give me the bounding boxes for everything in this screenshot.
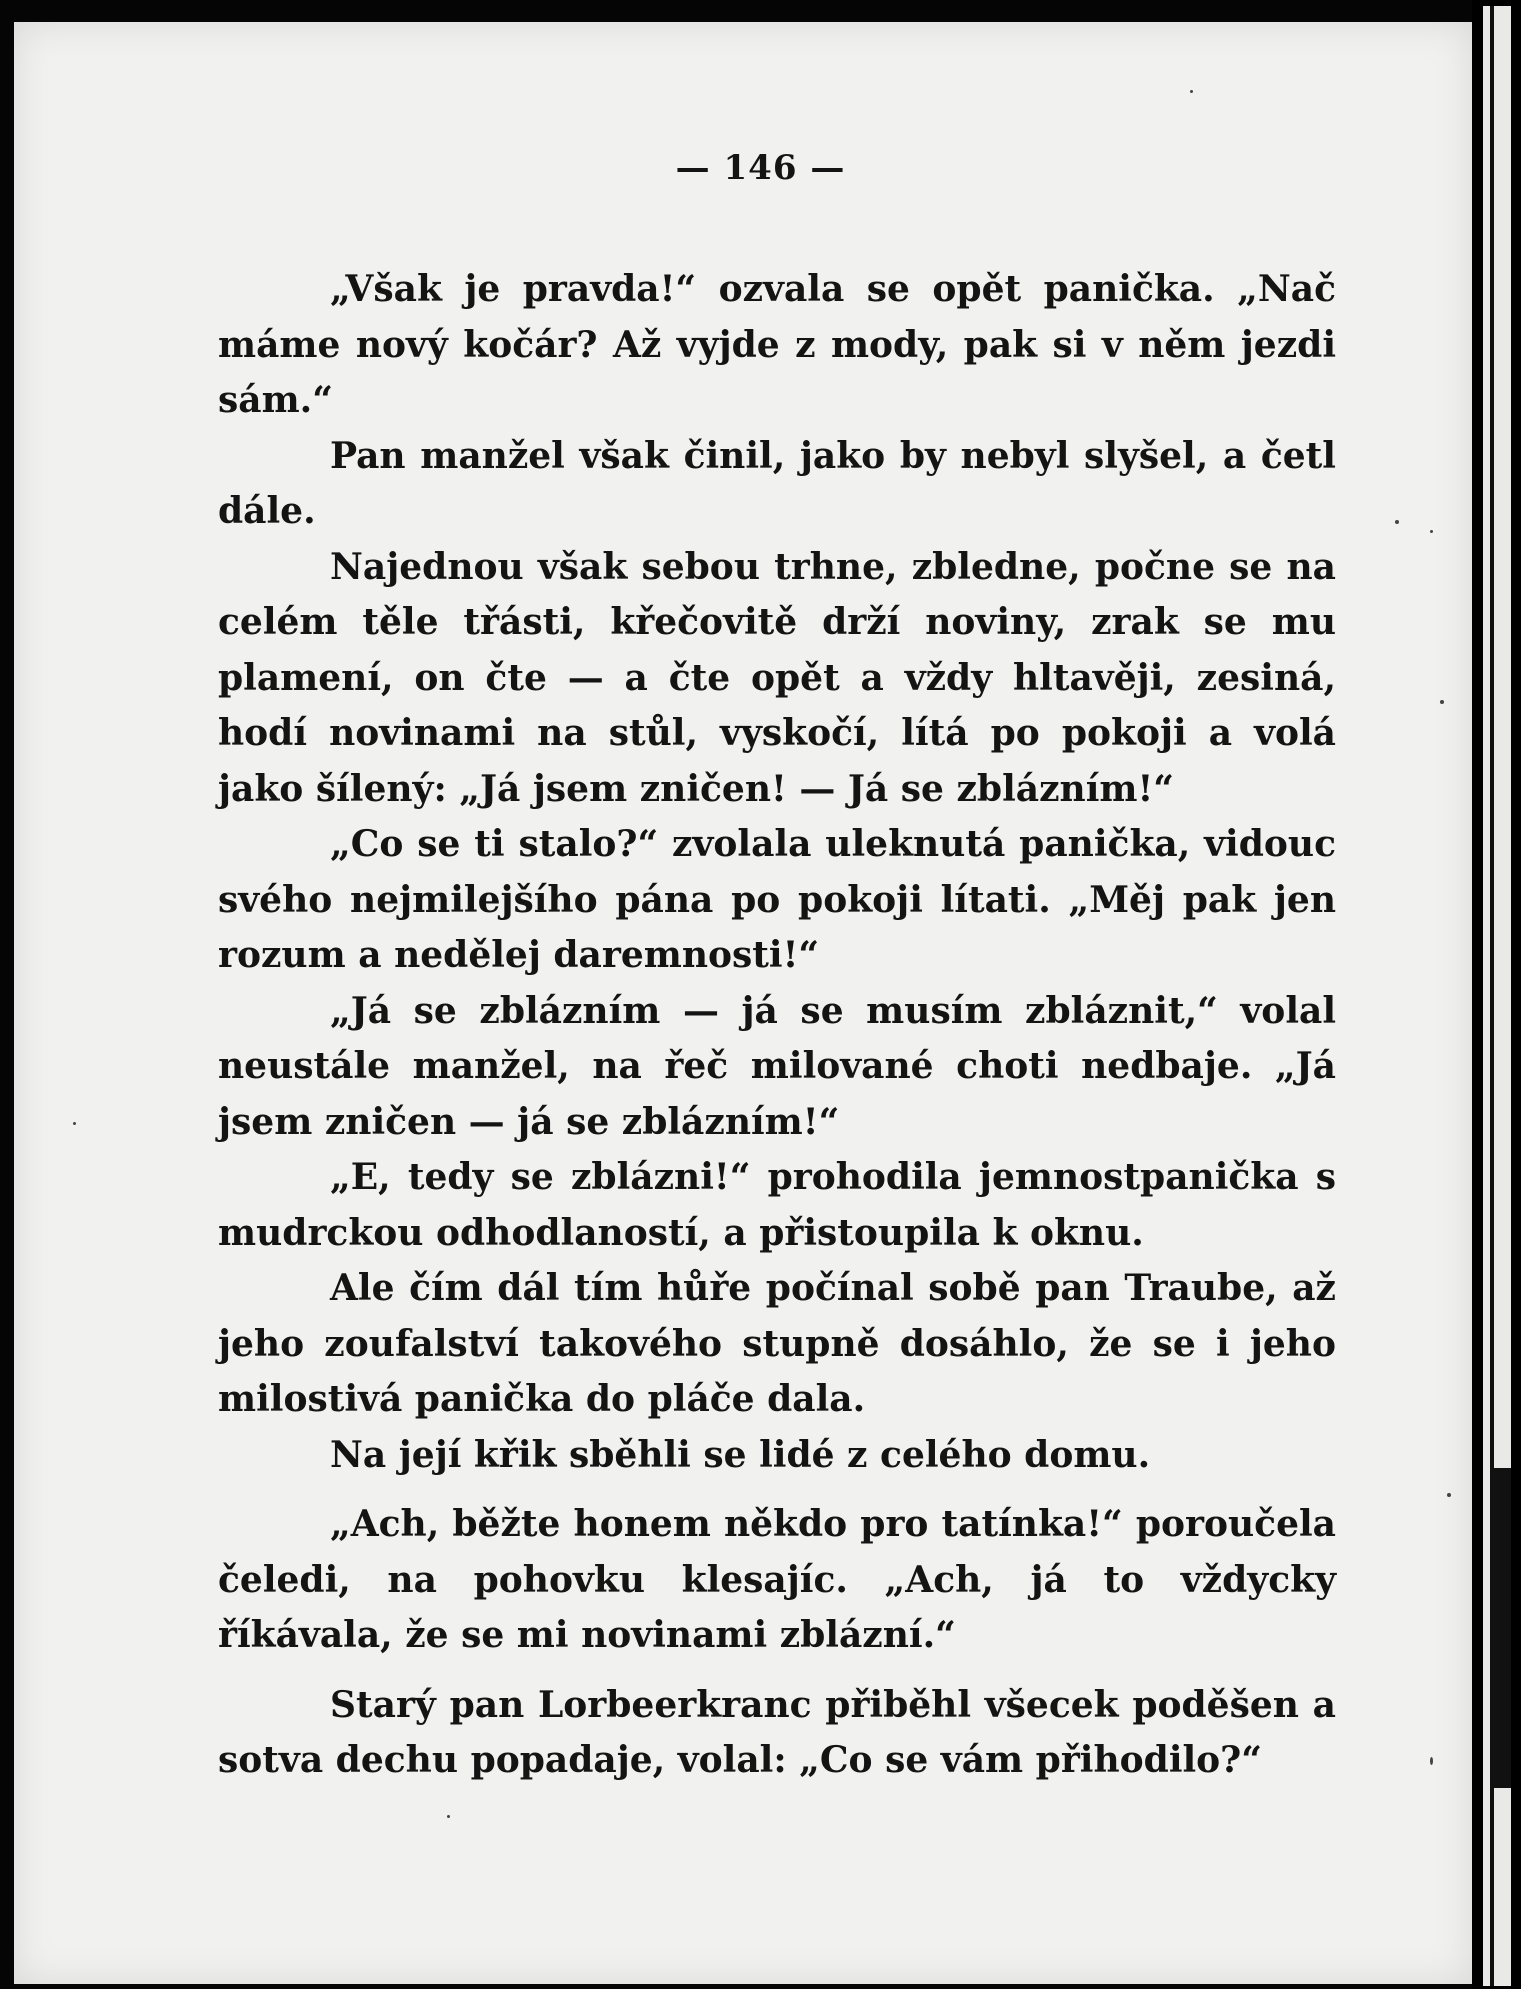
- paragraph: „Ach, běžte honem někdo pro tatínka!“ poroučela čeledi, na pohovku klesajíc. „Ach, já to vždycky říkávala, že se mi novinami zblázní.“: [218, 1503, 1336, 1656]
- paragraph: Starý pan Lorbeerkranc přiběhl všecek poděšen a sotva dechu popadaje, volal: „Co se vám přihodilo?“: [218, 1683, 1336, 1781]
- paragraph: Pan manžel však činil, jako by nebyl slyšel, a četl dále.: [218, 434, 1336, 532]
- print-speck: [447, 1815, 450, 1818]
- paragraph: Najednou však sebou trhne, zbledne, počne se na celém těle třásti, křečovitě drží noviny, zrak se mu plamení, on čte — a čte opět a vždy hltavěji, zesiná, hodí novinami na stůl, vyskočí, lítá po pokoji a volá jako šílený: „Já jsem zničen! — Já se zblázním!“: [218, 545, 1336, 810]
- paragraph: Ale čím dál tím hůře počínal sobě pan Traube, až jeho zoufalství takového stupně dosáhlo, že se i jeho milostivá panička do pláče dala.: [218, 1267, 1336, 1420]
- paragraph: „E, tedy se zblázni!“ prohodila jemnostpanička s mudrckou odhodlaností, a přistoupila k oknu.: [218, 1156, 1336, 1254]
- paragraph: „Co se ti stalo?“ zvolala uleknutá panička, vidouc svého nejmilejšího pána po pokoji lítati. „Měj pak jen rozum a nedělej daremnosti!“: [218, 823, 1336, 976]
- print-speck: [1190, 90, 1193, 93]
- page-edge: [1472, 0, 1521, 1989]
- print-speck: [1430, 530, 1433, 533]
- paragraph: Na její křik sběhli se lidé z celého domu.: [330, 1433, 1151, 1476]
- page-edge-notch: [1494, 1468, 1511, 1788]
- paragraph: „Však je pravda!“ ozvala se opět panička. „Nač máme nový kočár? Až vyjde z mody, pak si v něm jezdi sám.“: [218, 268, 1336, 421]
- print-speck: [73, 1122, 76, 1125]
- paragraph: „Já se zblázním — já se musím zbláznit,“ volal neustále manžel, na řeč milované choti nedbaje. „Já jsem zničen — já se zblázním!“: [218, 989, 1336, 1143]
- print-speck: [1440, 700, 1444, 704]
- body-text: [218, 262, 1336, 1789]
- print-speck: [1395, 520, 1399, 524]
- print-speck: [1430, 1757, 1433, 1765]
- page-number: — 146 —: [675, 148, 846, 188]
- print-speck: [1447, 1493, 1451, 1497]
